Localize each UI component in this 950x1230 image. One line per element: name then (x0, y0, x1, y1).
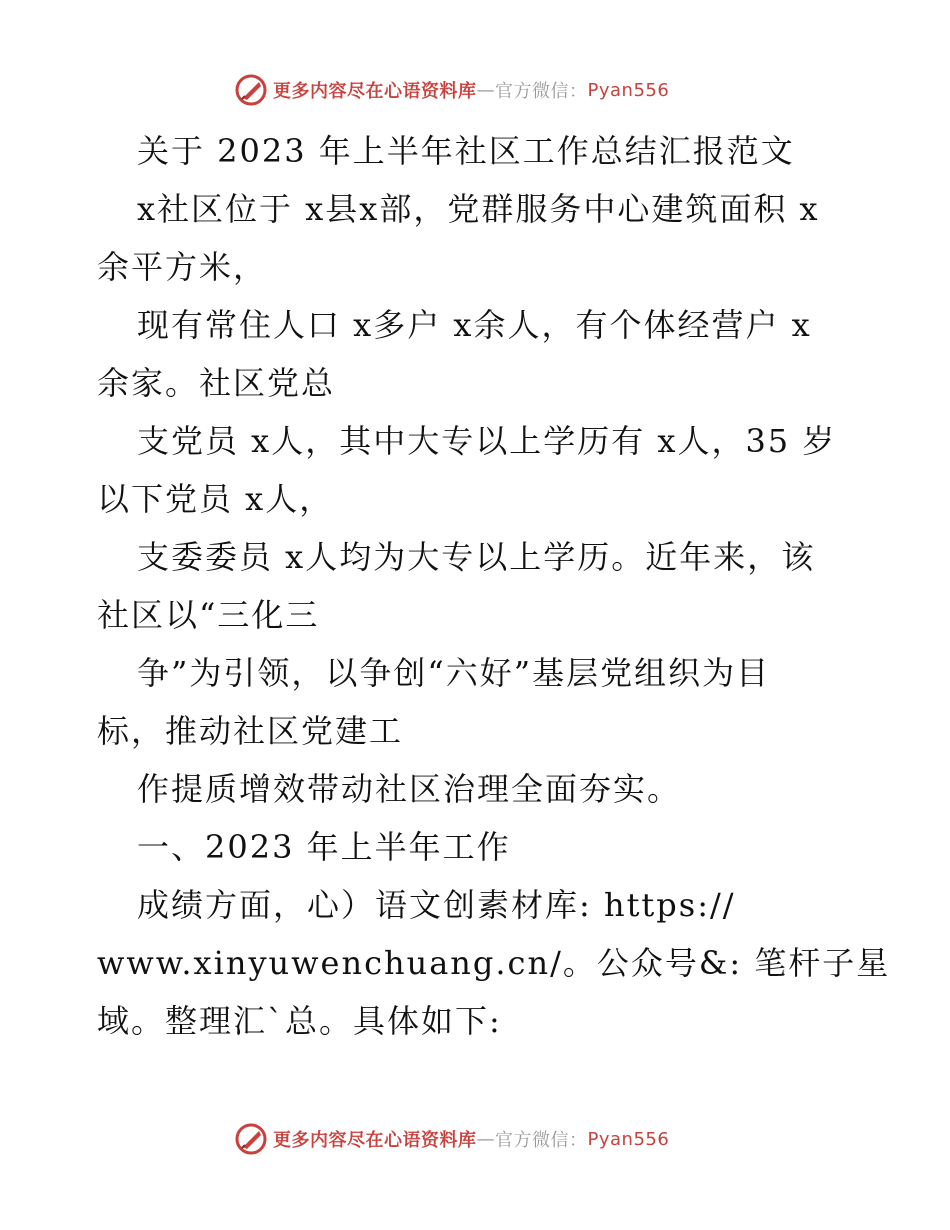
watermark-brand: 更多内容尽在心语资料库 (273, 1130, 477, 1151)
body-text-line: www.xinyuwenchuang.cn/。公众号&: 笔杆子星 (97, 944, 891, 982)
body-text-line: 作提质增效带动社区治理全面夯实。 (137, 770, 682, 808)
document-body (97, 122, 891, 1050)
watermark-brand: 更多内容尽在心语资料库 (273, 81, 477, 102)
watermark-wechat-label: 官方微信： (495, 81, 588, 102)
watermark-wechat-id: Pyan556 (587, 79, 670, 101)
quill-logo-icon (233, 1121, 269, 1157)
watermark-dash: — (476, 1128, 495, 1150)
body-text-line: x社区位于 x县x部，党群服务中心建筑面积 x (137, 190, 820, 228)
watermark-wechat-id: Pyan556 (587, 1128, 670, 1150)
footer-watermark (233, 1119, 669, 1159)
header-watermark (233, 70, 669, 110)
body-text-line: 现有常住人口 x多户 x余人，有个体经营户 x (137, 306, 812, 344)
quill-logo-icon (233, 72, 269, 108)
watermark-wechat-label: 官方微信： (495, 1130, 588, 1151)
body-text-line: 支党员 x人，其中大专以上学历有 x人，35 岁 (137, 422, 837, 460)
body-text-line: 标，推动社区党建工 (97, 712, 404, 750)
body-text-line: 余平方米， (97, 248, 268, 286)
body-text-line: 争”为引领，以争创“六好”基层党组织为目 (137, 654, 771, 692)
watermark-dash: — (476, 79, 495, 101)
body-text-line: 一、2023 年上半年工作 (137, 828, 511, 866)
body-text-line: 支委委员 x人均为大专以上学历。近年来，该 (137, 538, 816, 576)
body-text-line: 以下党员 x人， (97, 480, 334, 518)
body-text-line: 社区以“三化三 (97, 596, 320, 634)
body-text-line: 关于 2023 年上半年社区工作总结汇报范文 (137, 132, 795, 170)
body-text-line: 成绩方面，心）语文创素材库: https:// (137, 886, 736, 924)
body-text-line: 余家。社区党总 (97, 364, 336, 402)
body-text-line: 域。整理汇`总。具体如下: (97, 1002, 502, 1040)
